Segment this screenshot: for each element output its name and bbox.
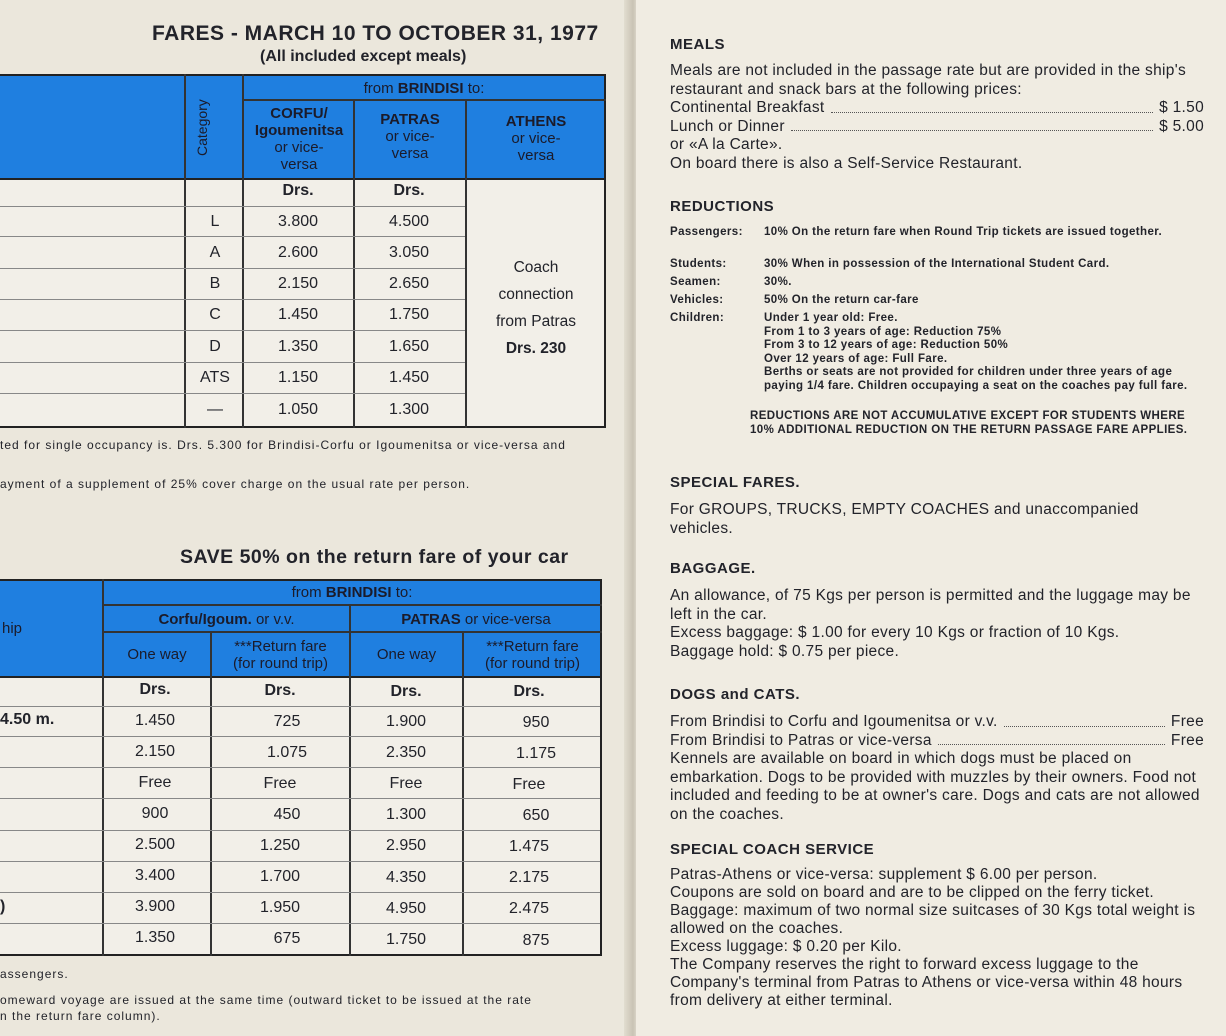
return-fare-header: ***Return fare (for round trip) [232,638,329,672]
dogs-cats-section: From Brindisi to Corfu and Igoumenitsa or v.v. Free From Brindisi to Patras or vice-versa Free Kennels are available on board in which dogs must be placed on embarkation. Dogs to be provided with muzzles by their owners. Food not included and feeding to be at owner's care. Dogs and cats are not allowed on the coaches. [670,713,1204,823]
right-page: MEALS Meals are not included in the passage rate but are provided in the ship's restaurant and snack bars at the following prices: Continental Breakfast $ 1.50 Lunch or Dinner $ 5.00 or «A la Carte». On board there is also a Self-Service Restaurant. REDUCTIONS Passengers: 10% On the return fare when Round Trip tickets are issued together. Students: 30% When in possession of the International Student Card. Seamen: 30%. Vehicles: 50% On the return car-fare Children: Under 1 year old: Free. From 1 to 3 years of age: Reduction 75% From 3 to 12 years of age: Reduction 50% Over 12 years of age: Full Fare. Berths or seats are not provided for children under three years of age paying 1/4 fare. Children occupaying a seat on the coaches pay full fare. REDUCTIONS ARE NOT ACCUMULATIVE EXCEPT FOR STUDENTS WHERE 10% ADDITIONAL REDUCTION ON THE RETURN PASSAGE FARE APPLIES. SPECIAL FARES. For GROUPS, TRUCKS, EMPTY COACHES and unaccompanied vehicles. BAGGAGE. An allowance, of 75 Kgs per person is permitted and the luggage may be left in the car. Excess baggage: $ 1.00 for every 10 Kgs or fraction of 10 Kgs. Baggage hold: $ 0.75 per piece. DOGS and CATS. From Brindisi to Corfu and Igoumenitsa or v.v. Free From Brindisi to Patras or vice-versa Free Kennels are available on board in which dogs must be placed on embarkation. Dogs to be provided with muzzles by their owners. Food not included and feeding to be at owner's care. Dogs and cats are not allowed on the coaches. SPECIAL COACH SERVICE Patras-Athens or vice-versa: supplement $ 6.00 per person. Coupons are sold on board and are to be clipped on the ferry ticket. Baggage: maximum of two normal size suitcases of 30 Kgs total weight is allowed on the coaches. Excess luggage: $ 0.20 per Kilo. The Company reserves the right to forward excess luggage to the Company's terminal from Patras to Athens or vice-versa within 48 hours from delivery at either terminal. [636,0,1226,1036]
ship-label: hip [2,620,23,637]
coach-service-heading: SPECIAL COACH SERVICE [670,841,875,858]
unit-label: Drs. [139,681,171,698]
category-header: Category [194,99,210,156]
one-way-header: One way [127,646,187,663]
baggage-heading: BAGGAGE. [670,560,756,577]
unit-label: Drs. [393,182,425,199]
reductions-notice: REDUCTIONS ARE NOT ACCUMULATIVE EXCEPT FOR STUDENTS WHERE 10% ADDITIONAL REDUCTION ON THE RETURN PASSAGE FARE APPLIES. [750,410,1188,436]
fares-title: FARES - MARCH 10 TO OCTOBER 31, 1977 [152,22,599,45]
dogs-cats-heading: DOGS and CATS. [670,686,801,703]
single-occupancy-note: ted for single occupancy is. Drs. 5.300 for Brindisi-Corfu or Igoumenitsa or vice-versa and [0,438,566,452]
save-title: SAVE 50% on the return fare of your car [180,546,569,568]
corfu-header: Corfu/Igoum. or v.v. [158,611,295,628]
one-way-header: One way [376,646,437,663]
unit-label: Drs. [513,683,545,700]
meals-heading: MEALS [670,36,725,53]
coach-connection-note: Coach connection from Patras Drs. 230 [495,259,577,357]
athens-header: ATHENS or vice- versa [505,113,567,164]
supplement-note: ayment of a supplement of 25% cover charge on the usual rate per person. [0,477,471,491]
left-page: FARES - MARCH 10 TO OCTOBER 31, 1977 (All included except meals) from BRINDISI to: Category CORFU/ Igoumenitsa or vice- versa PATRAS or vice- versa ATHENS or vice- versa Drs. Drs. L 3.800 4.500 A 2.600 3.050 B 2.150 2.650 C 1.450 1.750 D 1.350 1.650 ATS 1.150 1.450 — 1.050 1.300 Coach connection from Patras Drs. 230 ted for single occupancy is. Drs. 5.300 for Brindisi-Corfu or Igoumenitsa or vice-versa and ayment of a supplement of 25% cover charge on the usual rate per person. SAVE 50% on the return fare of your car from BRINDISI to: hip Corfu/Igoum. or v.v. PATRAS or vice-versa One way ***Return fare (for round trip) One way ***Return fare (for round trip) Drs. Drs. Drs. Drs. 4.50 m. 1.450 725 1.900 950 2.150 1.075 2.350 1.175 Free Free Free Free 900 450 1.300 650 2.500 1.250 2.950 1.475 3.400 1.700 4.350 2.175 ) 3.900 1.950 4.950 2.475 1.350 675 1.750 875 assengers. omeward voyage are issued at the same time (outward ticket to be issued at the rate n the return fare column). [0,0,632,1036]
unit-label: Drs. [264,682,296,699]
coach-service-section: Patras-Athens or vice-versa: supplement $ 6.00 per person. Coupons are sold on board and are to be clipped on the ferry ticket. Baggage: maximum of two normal size suitcases of 30 Kgs total weight is allowed on the coaches. Excess luggage: $ 0.20 per Kilo. The Company reserves the right to forward excess luggage to the Company's terminal from Patras to Athens or vice-versa within 48 hours from delivery at either terminal. [670,866,1196,1009]
return-fare-note: n the return fare column). [0,1009,161,1023]
from-brindisi-label: from BRINDISI to: [363,80,485,97]
reductions-heading: REDUCTIONS [670,198,775,215]
patras-header: PATRAS or vice-versa [401,611,551,628]
baggage-section: An allowance, of 75 Kgs per person is permitted and the luggage may be left in the car. Excess baggage: $ 1.00 for every 10 Kgs or fraction of 10 Kgs. Baggage hold: $ 0.75 per piece. [670,587,1191,660]
passengers-note: assengers. [0,967,69,981]
patras-header: PATRAS or vice- versa [380,111,440,162]
corfu-header: CORFU/ Igoumenitsa or vice- versa [254,105,344,173]
return-fare-header: ***Return fare (for round trip) [484,638,581,672]
homeward-note: omeward voyage are issued at the same time (outward ticket to be issued at the rate [0,993,532,1007]
special-fares-heading: SPECIAL FARES. [670,474,801,491]
unit-label: Drs. [390,683,422,700]
meals-section: Meals are not included in the passage rate but are provided in the ship's restaurant and snack bars at the following prices: Continental Breakfast $ 1.50 Lunch or Dinner $ 5.00 or «A la Carte». On board there is also a Self-Service Restaurant. [670,62,1204,172]
fares-subtitle: (All included except meals) [260,48,467,65]
unit-label: Drs. [282,182,314,199]
from-brindisi-label: from BRINDISI to: [291,584,413,601]
special-fares-text: For GROUPS, TRUCKS, EMPTY COACHES and unaccompanied vehicles. [670,501,1139,537]
